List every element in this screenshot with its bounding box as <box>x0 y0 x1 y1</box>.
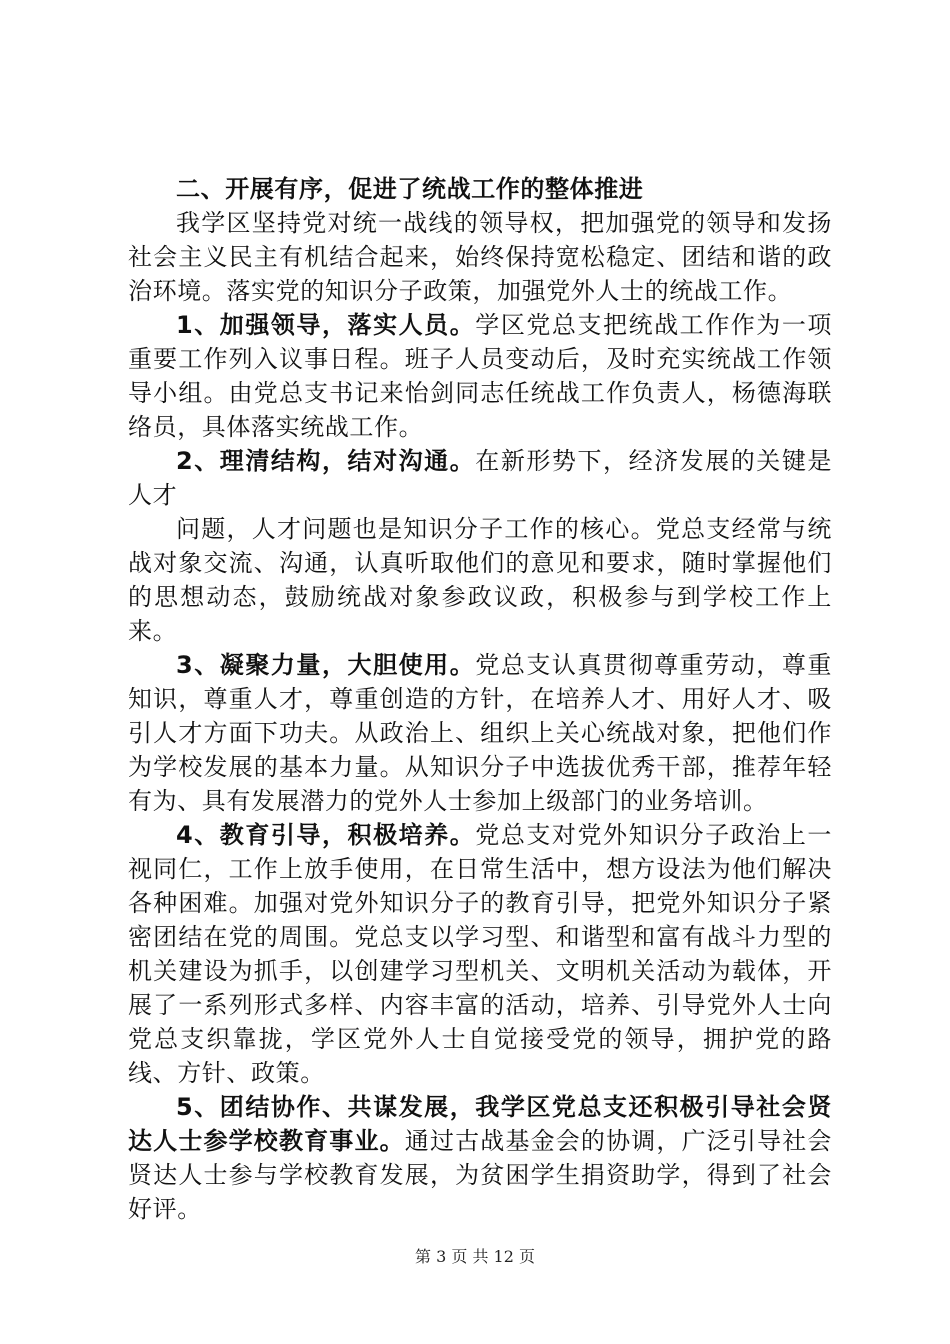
paragraph-text: 党总支认真贯彻尊重劳动，尊重知识，尊重人才，尊重创造的方针，在培养人才、用好人才、吸引人才方面下功夫。从政治上、组织上关心统战对象，把他们作为学校发展的基本力量。从知识分子中选拔优秀干部，推荐年轻有为、具有发展潜力的党外人士参加上级部门的业务培训。 <box>128 651 832 815</box>
paragraph-text: 在新形势下，经济发展的关键是人才 <box>128 447 832 509</box>
paragraph-item-1 <box>128 308 832 444</box>
page-footer: 第 3 页 共 12 页 <box>415 1247 535 1266</box>
paragraph-lead: 1、加强领导，落实人员。 <box>176 311 476 339</box>
paragraph-item-2-continued <box>128 512 832 648</box>
paragraph-lead: 2、理清结构，结对沟通。 <box>176 447 476 475</box>
document-body <box>128 172 832 1226</box>
paragraph-item-4 <box>128 818 832 1090</box>
paragraph-text: 党总支对党外知识分子政治上一视同仁，工作上放手使用，在日常生活中，想方设法为他们解决各种困难。加强对党外知识分子的教育引导，把党外知识分子紧密团结在党的周围。党总支以学习型、和谐型和富有战斗力型的机关建设为抓手，以创建学习型机关、文明机关活动为载体，开展了一系列形式多样、内容丰富的活动，培养、引导党外人士向党总支织靠拢，学区党外人士自觉接受党的领导，拥护党的路线、方针、政策。 <box>128 821 832 1087</box>
paragraph-item-2 <box>128 444 832 512</box>
section-heading: 二、开展有序，促进了统战工作的整体推进 <box>176 175 644 203</box>
paragraph-lead: 3、凝聚力量，大胆使用。 <box>176 651 476 679</box>
paragraph-item-3 <box>128 648 832 818</box>
paragraph-text: 问题，人才问题也是知识分子工作的核心。党总支经常与统战对象交流、沟通，认真听取他们的意见和要求，随时掌握他们的思想动态，鼓励统战对象参政议政，积极参与到学校工作上来。 <box>128 515 832 645</box>
paragraph-text: 学区党总支把统战工作作为一项重要工作列入议事日程。班子人员变动后，及时充实统战工作领导小组。由党总支书记来怡剑同志任统战工作负责人，杨德海联络员，具体落实统战工作。 <box>128 311 832 441</box>
paragraph-intro <box>128 206 832 308</box>
paragraph-item-5 <box>128 1090 832 1226</box>
paragraph-text: 我学区坚持党对统一战线的领导权，把加强党的领导和发扬社会主义民主有机结合起来，始终保持宽松稳定、团结和谐的政治环境。落实党的知识分子政策，加强党外人士的统战工作。 <box>128 209 832 305</box>
paragraph-text: 通过古战基金会的协调，广泛引导社会贤达人士参与学校教育发展，为贫困学生捐资助学，得到了社会好评。 <box>128 1127 832 1223</box>
paragraph-lead: 4、教育引导，积极培养。 <box>176 821 476 849</box>
paragraph-lead: 5、团结协作、共谋发展，我学区党总支还积极引导社会贤达人士参学校教育事业。 <box>128 1093 832 1155</box>
